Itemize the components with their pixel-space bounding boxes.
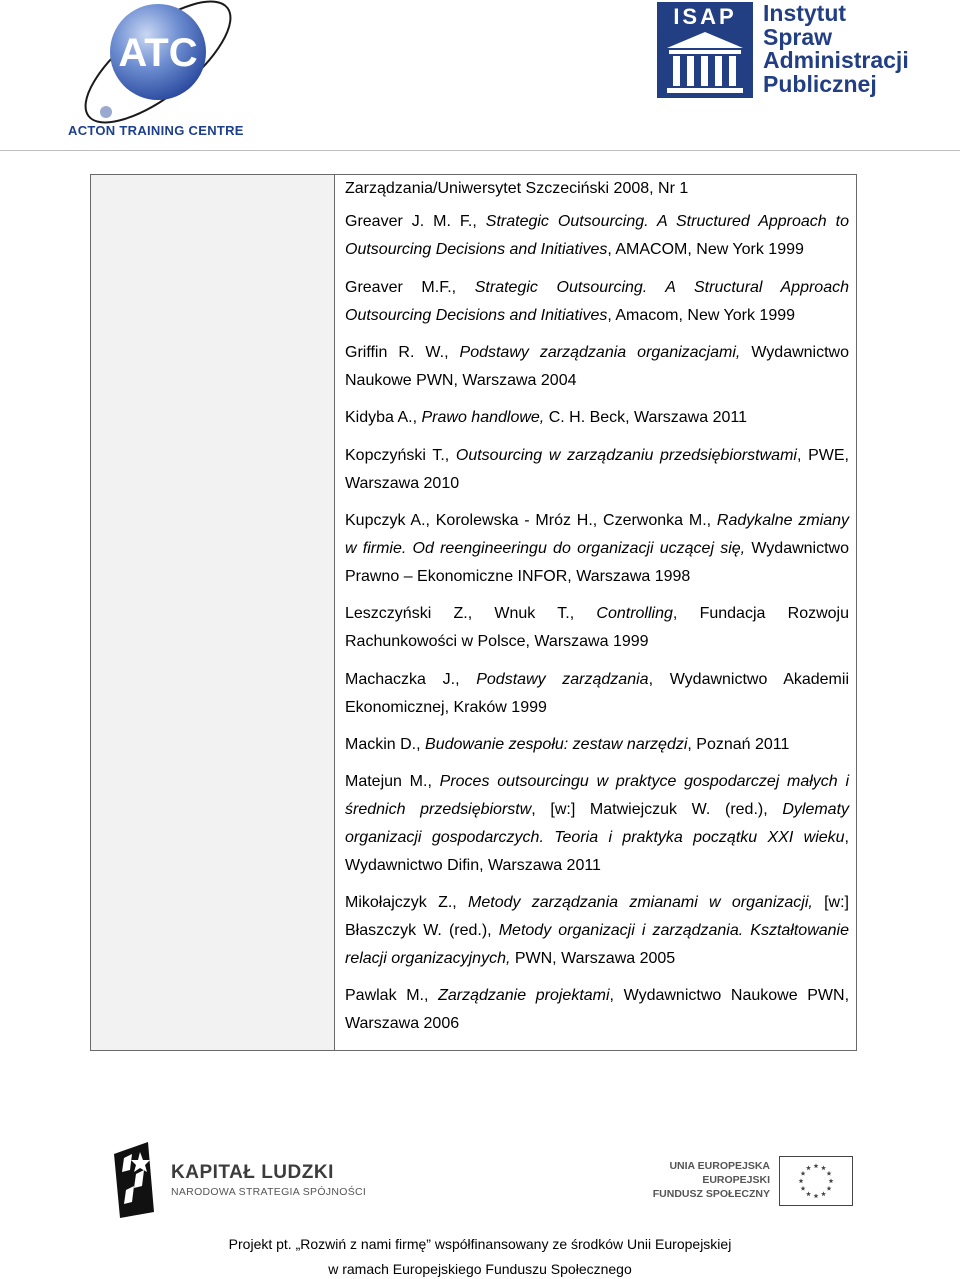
reference-item	[345, 339, 849, 395]
kapital-ludzki-title: KAPITAŁ LUDZKI	[171, 1162, 334, 1183]
header-divider	[0, 150, 960, 151]
eu-label-line: UNIA EUROPEJSKA	[669, 1160, 770, 1172]
reference-item	[345, 731, 849, 759]
project-info-line-2: w ramach Europejskiego Funduszu Społecznego	[328, 1261, 632, 1277]
reference-text: Greaver M.F.,	[345, 279, 475, 296]
reference-text: Wydawnictwo Naukowe PWN, Warszawa 2004	[345, 344, 849, 389]
reference-text: PWN, Warszawa 2005	[510, 950, 676, 967]
reference-text: , [w:] Matwiejczuk W. (red.),	[531, 801, 783, 818]
atc-logo	[64, 0, 254, 140]
reference-title: Zarządzanie projektami	[438, 987, 610, 1004]
reference-title: Dylematy organizacji gospodarczych. Teoria i praktyka początku XXI wieku	[345, 801, 850, 846]
reference-title: Prawo handlowe,	[421, 409, 545, 426]
reference-title: Metody organizacji i zarządzania. Kształtowanie relacji organizacyjnych,	[345, 922, 849, 967]
reference-title: Podstawy zarządzania organizacjami,	[459, 344, 741, 361]
reference-text: , AMACOM, New York 1999	[607, 241, 804, 258]
reference-text: [w:] Błaszczyk W. (red.),	[345, 894, 849, 939]
reference-item	[345, 208, 849, 264]
reference-title: Podstawy zarządzania	[476, 671, 649, 688]
isap-name-line: Instytut	[763, 0, 847, 26]
isap-name-line: Publicznej	[763, 70, 877, 97]
reference-text: Wydawnictwo Prawno – Ekonomiczne INFOR, Warszawa 1998	[345, 540, 850, 585]
atc-caption: ACTON TRAINING CENTRE	[68, 123, 244, 138]
reference-item	[345, 600, 849, 656]
reference-text: Pawlak M.,	[345, 987, 439, 1004]
reference-title: Strategic Outsourcing. A Structured Approach to Outsourcing Decisions and Initiatives	[345, 213, 850, 258]
isap-building-icon	[657, 2, 753, 98]
reference-text: , Wydawnictwo Akademii Ekonomicznej, Kraków 1999	[345, 671, 849, 716]
reference-item	[345, 507, 849, 591]
reference-item	[345, 274, 849, 330]
reference-text: Mackin D.,	[345, 736, 426, 753]
reference-text: Matejun M.,	[345, 773, 440, 790]
kapital-ludzki-logo	[110, 1140, 367, 1220]
eu-label-line: FUNDUSZ SPOŁECZNY	[652, 1188, 770, 1200]
reference-item	[345, 768, 849, 880]
reference-text: C. H. Beck, Warszawa 2011	[544, 409, 747, 426]
reference-text: , Fundacja Rozwoju Rachunkowości w Polsce, Warszawa 1999	[345, 605, 850, 650]
atc-globe-icon	[64, 0, 254, 140]
reference-text: , Amacom, New York 1999	[607, 307, 796, 324]
reference-item	[345, 404, 849, 432]
isap-name-line: Spraw	[763, 23, 833, 50]
reference-text: Kopczyński T.,	[345, 447, 456, 464]
reference-item	[345, 666, 849, 722]
reference-title: Outsourcing w zarządzaniu przedsiębiorstwami	[455, 447, 797, 464]
reference-item	[345, 442, 849, 498]
reference-title: Radykalne zmiany w firmie. Od reengineeringu do organizacji uczącej się,	[345, 512, 849, 557]
eu-logo	[646, 1156, 856, 1206]
isap-name-line: Administracji	[763, 47, 909, 73]
kapital-ludzki-emblem-icon	[110, 1140, 166, 1220]
reference-text: Machaczka J.,	[345, 671, 477, 688]
reference-text: Zarządzania/Uniwersytet Szczeciński 2008, Nr 1	[345, 180, 689, 197]
reference-title: Controlling	[596, 605, 673, 622]
reference-text: Greaver J. M. F.,	[345, 213, 486, 230]
kapital-ludzki-subtitle: NARODOWA STRATEGIA SPÓJNOŚCI	[171, 1186, 367, 1198]
reference-title: Strategic Outsourcing. A Structural Approach Outsourcing Decisions and Initiatives	[345, 279, 850, 324]
eu-fund-label	[653, 1159, 770, 1201]
reference-text: , PWE, Warszawa 2010	[345, 447, 849, 492]
reference-item	[345, 889, 849, 973]
reference-text: Mikołajczyk Z.,	[345, 894, 469, 911]
reference-item	[345, 982, 849, 1038]
reference-item	[345, 175, 849, 203]
reference-title: Metody zarządzania zmianami w organizacji,	[468, 894, 813, 911]
table-left-column	[91, 175, 335, 1050]
reference-text: , Poznań 2011	[687, 736, 790, 753]
reference-text: Griffin R. W.,	[345, 344, 460, 361]
reference-title: Budowanie zespołu: zestaw narzędzi	[425, 736, 688, 753]
isap-acronym: ISAP	[673, 4, 737, 29]
reference-text: , Wydawnictwo Difin, Warszawa 2011	[345, 829, 849, 874]
atc-logo-text: ATC	[118, 31, 198, 75]
isap-logo	[657, 2, 917, 102]
references-table	[90, 174, 857, 1051]
reference-title: Proces outsourcingu w praktyce gospodarczej małych i średnich przedsiębiorstw	[345, 773, 850, 818]
reference-text: Kupczyk A., Korolewska - Mróz H., Czerwonka M.,	[345, 512, 717, 529]
reference-text: , Wydawnictwo Naukowe PWN, Warszawa 2006	[345, 987, 850, 1032]
eu-flag-icon	[779, 1156, 853, 1206]
eu-label-line: EUROPEJSKI	[702, 1174, 770, 1186]
isap-name	[763, 2, 909, 96]
project-info-line-1: Projekt pt. „Rozwiń z nami firmę” współfinansowany ze środków Unii Europejskiej	[228, 1236, 732, 1252]
reference-text: Leszczyński Z., Wnuk T.,	[345, 605, 597, 622]
reference-text: Kidyba A.,	[345, 409, 422, 426]
